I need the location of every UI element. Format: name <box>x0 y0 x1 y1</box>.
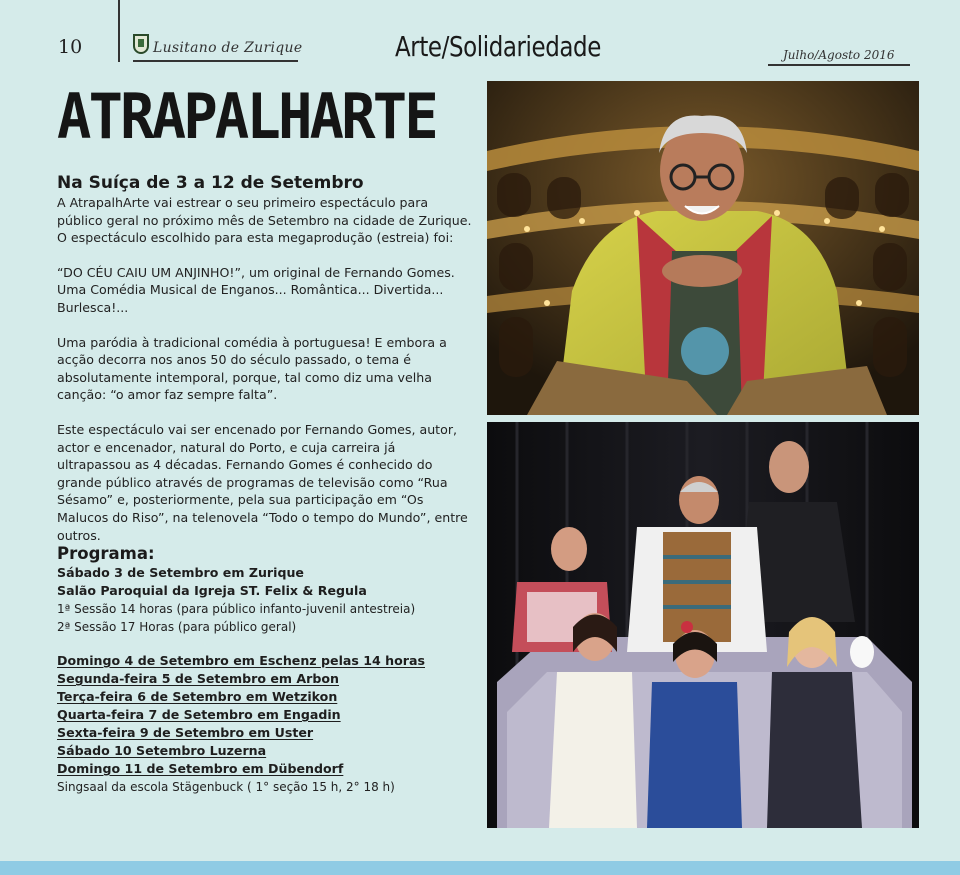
program-tour-date: Terça-feira 6 de Setembro em Wetzikon <box>57 689 338 705</box>
program-tour-date: Sexta-feira 9 de Setembro em Uster <box>57 725 314 741</box>
program-last-venue: Singsaal da escola Stägenbuck ( 1° seção 15 h, 2° 18 h) <box>57 780 395 795</box>
issue-date-rule <box>768 64 910 66</box>
crest-icon <box>133 34 149 54</box>
program-tour-date: Quarta-feira 7 de Setembro em Engadin <box>57 707 341 723</box>
article-subtitle: Na Suíça de 3 a 12 de Setembro <box>57 173 364 193</box>
program-session-1: 1ª Sessão 14 horas (para público infanto-juvenil antestreia) <box>57 602 416 617</box>
page-number: 10 <box>58 36 83 58</box>
article-title: ATRAPALHARTE <box>57 80 436 153</box>
program-tour-date: Segunda-feira 5 de Setembro em Arbon <box>57 671 340 687</box>
bottom-color-bar <box>0 861 960 875</box>
newspaper-name: Lusitano de Zurique <box>153 40 303 56</box>
page-header <box>0 0 960 70</box>
program-zurich-date: Sábado 3 de Setembro em Zurique <box>57 565 304 581</box>
program-session-2: 2ª Sessão 17 Horas (para público geral) <box>57 620 297 635</box>
article-body <box>57 172 472 796</box>
program-tour-date: Domingo 11 de Setembro em Dübendorf <box>57 761 344 777</box>
program-tour-date: Sábado 10 Setembro Luzerna <box>57 743 267 759</box>
section-title: Arte/Solidariedade <box>395 30 601 63</box>
article-paragraph-parody: Uma paródia à tradicional comédia à portuguesa! E embora a acção decorra nos anos 50 do século passado, o tema é absolutamente intemporal, porque, tal como diz uma velha canção: “o amor faz sempre falta”. <box>57 334 447 403</box>
actor-portrait-photo <box>487 81 919 415</box>
cast-group-photo <box>487 422 919 828</box>
program-zurich-venue: Salão Paroquial da Igreja ST. Felix & Regula <box>57 583 367 599</box>
program-tour-date: Domingo 4 de Setembro em Eschenz pelas 14 horas <box>57 653 425 669</box>
newspaper-name-rule <box>133 60 298 62</box>
program-heading: Programa: <box>57 544 155 564</box>
article-paragraph-director: Este espectáculo vai ser encenado por Fernando Gomes, autor, actor e encenador, natural do Porto, e cuja carreira já ultrapassou as 4 décadas. Fernando Gomes é conhecido do grande público através de programas de televisão como “Rua Sésamo” e, posteriormente, pela sua participação em “Os Malucos do Riso”, na telenovela “Todo o tempo do Mundo”, entre outros. <box>57 421 468 543</box>
article-paragraph-genre: Uma Comédia Musical de Enganos... Romântica... Divertida... Burlesca!... <box>57 282 444 315</box>
article-paragraph-intro: A AtrapalhArte vai estrear o seu primeiro espectáculo para público geral no próximo mês de Setembro na cidade de Zurique. O espectáculo escolhido para esta megaprodução (estreia) foi: <box>57 195 472 246</box>
article-paragraph-show-title: “DO CÉU CAIU UM ANJINHO!”, um original de Fernando Gomes. <box>57 264 455 280</box>
header-divider <box>118 0 120 62</box>
issue-date: Julho/Agosto 2016 <box>783 48 895 62</box>
